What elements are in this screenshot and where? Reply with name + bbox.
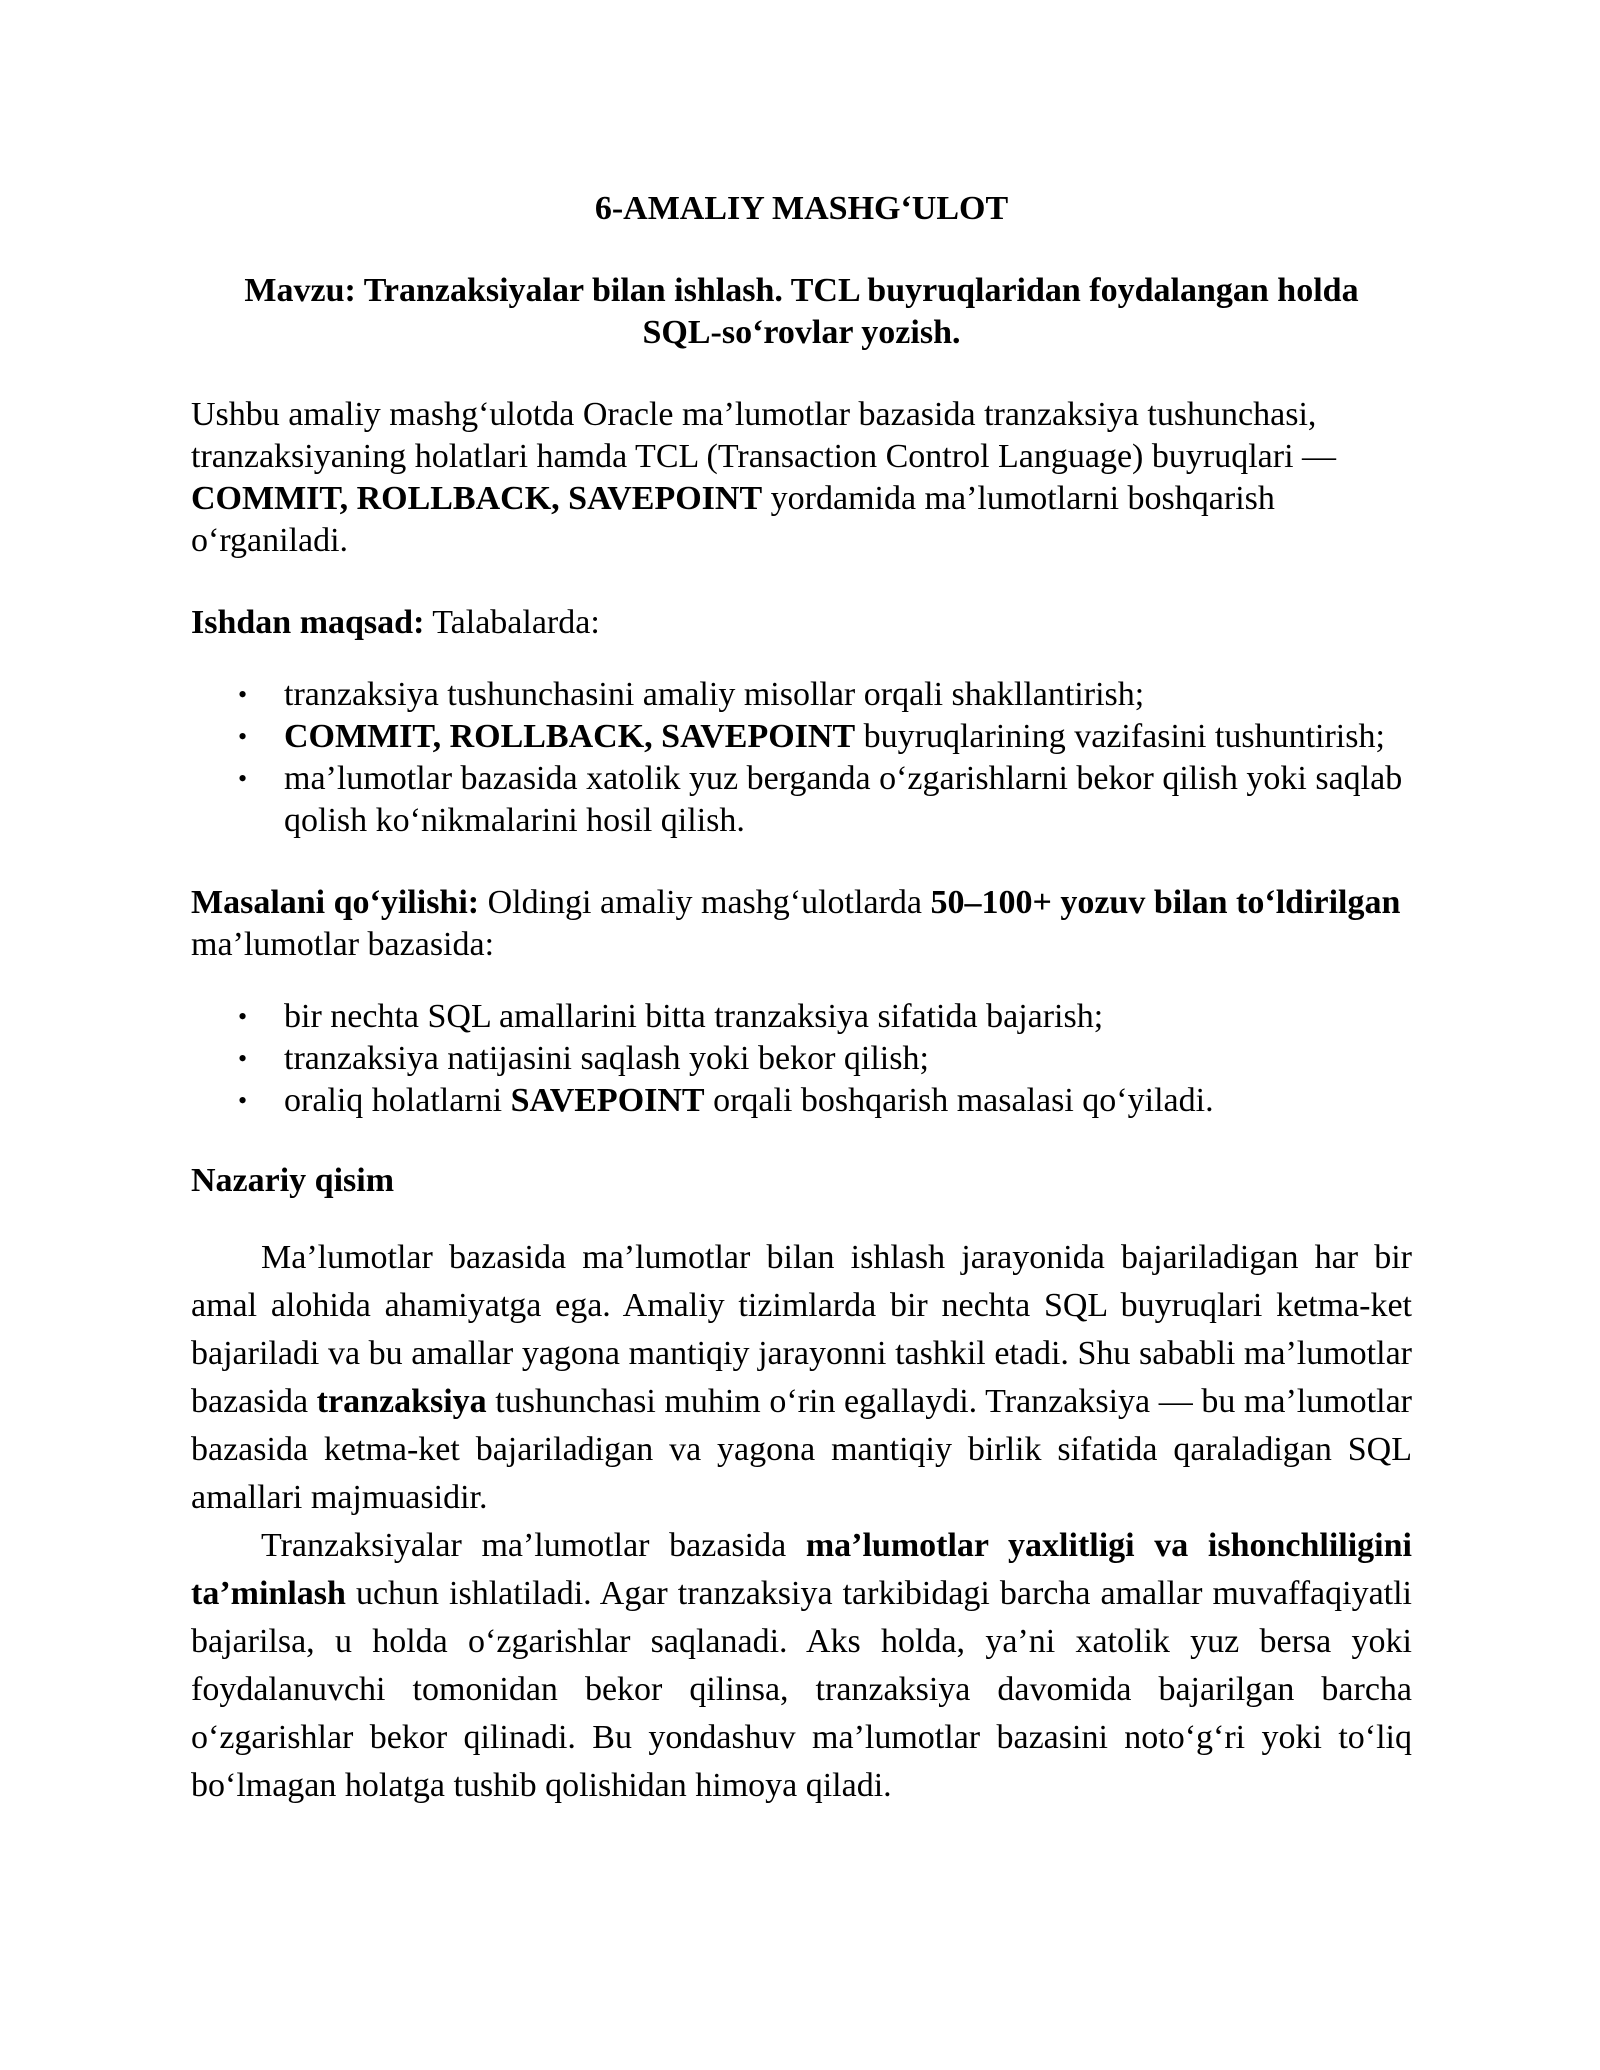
task-bold: 50–100+ yozuv bilan to‘ldirilgan (930, 884, 1401, 921)
bullet-icon: • (238, 1044, 248, 1073)
theory-p1-text-2: tushunchasi muhim o‘rin egallaydi. Tranzaksiya — bu ma’lumotlar bazasida ketma-ket bajariladigan va yagona mantiqiy birlik sifatida qaraladigan SQL amallari majmuasidir. (191, 1383, 1412, 1516)
task-item-text: oraliq holatlarni (284, 1082, 511, 1119)
goal-text: Talabalarda: (424, 604, 600, 641)
theory-p2-text-1: Tranzaksiyalar ma’lumotlar bazasida (261, 1527, 806, 1564)
document-page (191, 180, 1412, 1810)
bullet-icon: • (238, 722, 248, 751)
list-item (191, 674, 1412, 716)
goal-list (191, 674, 1412, 842)
task-item-text-after: orqali boshqarish masalasi qo‘yiladi. (704, 1082, 1214, 1119)
page-title: 6-AMALIY MASHG‘ULOT (594, 190, 1009, 227)
goal-paragraph (191, 602, 1412, 644)
theory-p1-bold: tranzaksiya (316, 1383, 487, 1420)
task-item-text: tranzaksiya natijasini saqlash yoki bekor qilish; (284, 1040, 929, 1077)
goal-item-text: ma’lumotlar bazasida xatolik yuz berganda o‘zgarishlarni bekor qilish yoki saqlab qolish ko‘nikmalarini hosil qilish. (284, 760, 1403, 839)
list-item (191, 716, 1412, 758)
list-item (191, 758, 1412, 842)
task-list (191, 996, 1412, 1122)
list-item (191, 996, 1412, 1038)
theory-p1-text-1: Ma’lumotlar bazasida ma’lumotlar bilan ishlash jarayonida bajariladigan har bir amal alohida ahamiyatga ega. Amaliy tizimlarda bir nechta SQL buyruqlari ketma-ket bajariladi va bu amallar yagona mantiqiy jarayonni tashkil etadi. Shu sababli ma’lumotlar bazasida (191, 1239, 1412, 1420)
task-label: Masalani qo‘yilishi: (191, 884, 480, 921)
intro-paragraph (191, 394, 1412, 562)
theory-paragraph-1 (191, 1234, 1412, 1522)
intro-text-2: yordamida ma’lumotlarni boshqarish o‘rganiladi. (191, 480, 1275, 559)
task-paragraph (191, 882, 1412, 966)
goal-item-text: buyruqlarining vazifasini tushuntirish; (855, 718, 1385, 755)
theory-paragraph-2 (191, 1522, 1412, 1810)
intro-bold-commands: COMMIT, ROLLBACK, SAVEPOINT (191, 480, 763, 517)
goal-label: Ishdan maqsad: (191, 604, 425, 641)
list-item (191, 1038, 1412, 1080)
topic-line-1: Mavzu: Tranzaksiyalar bilan ishlash. TCL buyruqlaridan foydalangan holda (244, 272, 1359, 309)
intro-text-1: Ushbu amaliy mashg‘ulotda Oracle ma’lumotlar bazasida tranzaksiya tushunchasi, tranzaksiyaning holatlari hamda TCL (Transaction Control Language) buyruqlari — (191, 396, 1337, 475)
theory-heading: Nazariy qisim (191, 1162, 395, 1199)
task-item-bold: SAVEPOINT (510, 1082, 705, 1119)
goal-item-text: tranzaksiya tushunchasini amaliy misollar orqali shakllantirish; (284, 676, 1145, 713)
list-item (191, 1080, 1412, 1122)
bullet-icon: • (238, 680, 248, 709)
task-text-2: ma’lumotlar bazasida: (191, 926, 495, 963)
topic-line-2: SQL-so‘rovlar yozish. (642, 314, 961, 351)
bullet-icon: • (238, 764, 248, 793)
goal-item-bold: COMMIT, ROLLBACK, SAVEPOINT (284, 718, 856, 755)
bullet-icon: • (238, 1002, 248, 1031)
theory-p2-text-2: uchun ishlatiladi. Agar tranzaksiya tarkibidagi barcha amallar muvaffaqiyatli bajarilsa, u holda o‘zgarishlar saqlanadi. Aks holda, ya’ni xatolik yuz bersa yoki foydalanuvchi tomonidan bekor qilinsa, tranzaksiya davomida bajarilgan barcha o‘zgarishlar bekor qilinadi. Bu yondashuv ma’lumotlar bazasini noto‘g‘ri yoki to‘liq bo‘lmagan holatga tushib qolishidan himoya qiladi. (191, 1575, 1412, 1804)
topic-heading (191, 270, 1412, 354)
bullet-icon: • (238, 1086, 248, 1115)
theory-p2-bold: ma’lumotlar yaxlitligi va ishonchliligini ta’minlash (191, 1527, 1412, 1612)
task-text-1: Oldingi amaliy mashg‘ulotlarda (479, 884, 931, 921)
task-item-text: bir nechta SQL amallarini bitta tranzaksiya sifatida bajarish; (284, 998, 1104, 1035)
